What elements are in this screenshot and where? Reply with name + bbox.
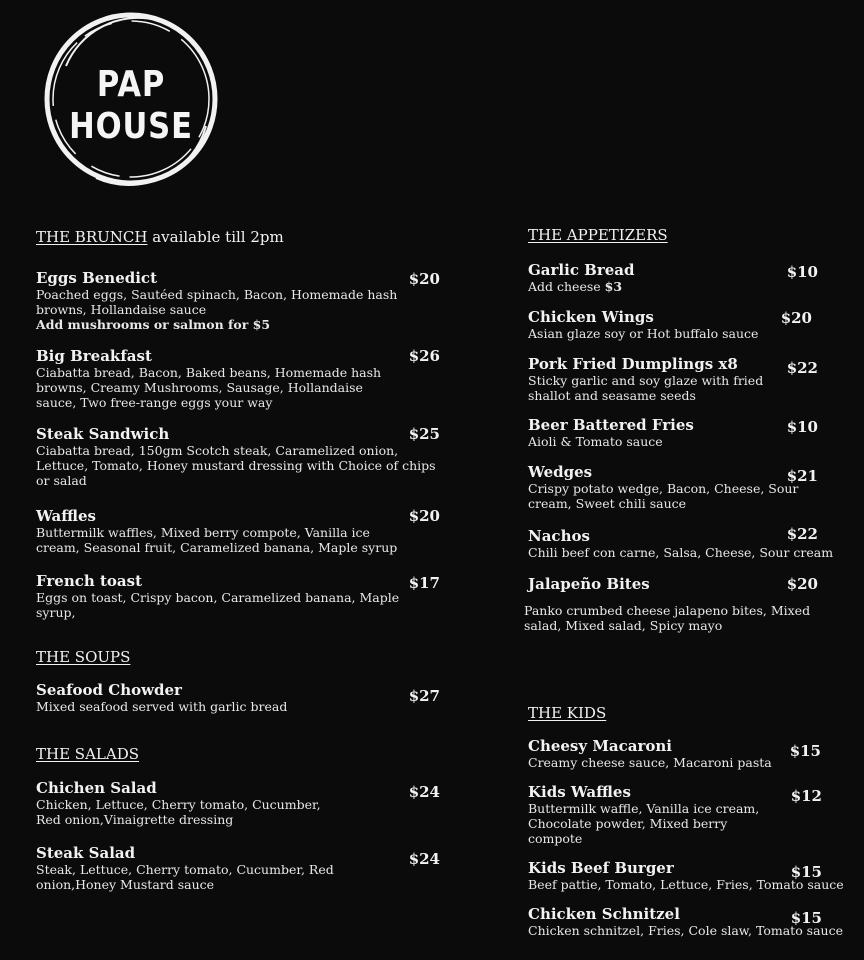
item-price: $12 <box>790 787 822 805</box>
menu-item-chichen-salad <box>36 780 440 827</box>
logo-line-1: PAP <box>96 64 166 105</box>
item-price: $24 <box>408 783 440 801</box>
menu-item-waffles <box>36 508 440 555</box>
menu-item-wedges <box>528 464 818 511</box>
kids-section-title <box>528 704 818 722</box>
item-price: $20 <box>786 575 818 593</box>
menu-item-garlic-bread <box>528 262 818 294</box>
soups-section-title <box>36 648 440 666</box>
item-desc: Chicken, Lettuce, Cherry tomato, Cucumber, Red onion,Vinaigrette dressing <box>36 797 321 827</box>
item-desc: Panko crumbed cheese jalapeno bites, Mixed salad, Mixed salad, Spicy mayo <box>524 603 811 633</box>
salads-title: THE SALADS <box>36 745 140 763</box>
item-desc: Steak, Lettuce, Cherry tomato, Cucumber, Red onion,Honey Mustard sauce <box>36 862 334 892</box>
item-name: Steak Salad <box>36 844 136 862</box>
item-desc: Chili beef con carne, Salsa, Cheese, Sour cream <box>528 545 834 560</box>
menu-item-steak-sandwich <box>36 426 440 488</box>
menu-item-jalapeno-bites <box>524 575 818 633</box>
pap-house-logo <box>36 6 226 192</box>
menu-item-beer-battered-fries <box>528 417 818 449</box>
menu-item-seafood-chowder <box>36 682 440 714</box>
appetizers-section-title <box>528 226 818 244</box>
item-desc: Ciabatta bread, 150gm Scotch steak, Caramelized onion, Lettuce, Tomato, Honey mustard dressing with Choice of chips or salad <box>36 443 436 488</box>
brunch-subtitle: available till 2pm <box>147 228 284 246</box>
item-name: Steak Sandwich <box>36 425 170 443</box>
item-price: $24 <box>408 850 440 868</box>
item-desc: Eggs on toast, Crispy bacon, Caramelized banana, Maple syrup, <box>36 590 400 620</box>
item-name: Chicken Wings <box>528 308 654 326</box>
item-name: Kids Beef Burger <box>528 859 674 877</box>
item-desc: Ciabatta bread, Bacon, Baked beans, Homemade hash browns, Creamy Mushrooms, Sausage, Hollandaise sauce, Two free-range eggs your way <box>36 365 382 410</box>
item-name: Garlic Bread <box>528 261 635 279</box>
item-price: $20 <box>408 270 440 288</box>
menu-item-eggs-benedict <box>36 270 440 332</box>
item-price: $22 <box>786 359 818 377</box>
item-desc: Add cheese $3 <box>528 279 623 294</box>
item-desc: Beef pattie, Tomato, Lettuce, Fries, Tomato sauce <box>528 877 844 892</box>
menu-item-french-toast <box>36 573 440 620</box>
item-price: $15 <box>789 742 821 760</box>
brunch-title: THE BRUNCH <box>36 228 148 246</box>
item-price: $15 <box>790 863 822 881</box>
item-price: $22 <box>786 525 818 543</box>
item-name: Nachos <box>528 527 590 545</box>
item-desc: Chicken schnitzel, Fries, Cole slaw, Tomato sauce <box>528 923 844 938</box>
item-note: Add mushrooms or salmon for $5 <box>36 317 271 332</box>
menu-item-big-breakfast <box>36 348 440 410</box>
item-price: $26 <box>408 347 440 365</box>
item-price: $17 <box>408 574 440 592</box>
item-name: Beer Battered Fries <box>528 416 694 434</box>
item-name: Seafood Chowder <box>36 681 182 699</box>
item-desc: Buttermilk waffles, Mixed berry compote, Vanilla ice cream, Seasonal fruit, Caramelized banana, Maple syrup <box>36 525 398 555</box>
logo-line-2: HOUSE <box>69 106 193 147</box>
item-desc: Crispy potato wedge, Bacon, Cheese, Sour cream, Sweet chili sauce <box>528 481 799 511</box>
item-price: $10 <box>786 418 818 436</box>
item-price: $10 <box>786 263 818 281</box>
right-column <box>524 226 844 938</box>
item-price: $20 <box>408 507 440 525</box>
item-name: Big Breakfast <box>36 347 152 365</box>
item-desc: Asian glaze soy or Hot buffalo sauce <box>528 326 759 341</box>
menu-item-kids-waffles <box>528 783 822 846</box>
menu-item-chicken-wings <box>528 309 818 341</box>
item-name: Waffles <box>36 507 96 525</box>
menu-item-kids-beef-burger <box>528 859 844 892</box>
item-desc: Poached eggs, Sautéed spinach, Bacon, Homemade hash browns, Hollandaise sauce <box>36 287 398 317</box>
item-name: Wedges <box>528 463 593 481</box>
item-name: Chichen Salad <box>36 779 157 797</box>
item-name: Cheesy Macaroni <box>528 737 673 755</box>
item-name: Eggs Benedict <box>36 269 157 287</box>
item-name: Pork Fried Dumplings x8 <box>528 355 738 373</box>
salads-section-title <box>36 745 440 763</box>
item-desc: Creamy cheese sauce, Macaroni pasta <box>528 755 772 770</box>
item-desc: Sticky garlic and soy glaze with fried shallot and seasame seeds <box>528 373 764 403</box>
kids-title: THE KIDS <box>528 704 607 722</box>
menu-item-nachos <box>528 525 834 560</box>
menu-item-steak-salad <box>36 845 440 892</box>
item-desc: Buttermilk waffle, Vanilla ice cream, Chocolate powder, Mixed berry compote <box>528 801 760 846</box>
item-desc: Aioli & Tomato sauce <box>528 434 663 449</box>
soups-title: THE SOUPS <box>36 648 131 666</box>
item-name: Kids Waffles <box>528 783 631 801</box>
item-price: $20 <box>780 309 812 327</box>
menu-item-pork-fried-dumplings <box>528 356 818 403</box>
menu-item-chicken-schnitzel <box>528 905 844 938</box>
item-name: Chicken Schnitzel <box>528 905 680 923</box>
item-price: $21 <box>786 467 818 485</box>
appetizers-title: THE APPETIZERS <box>528 226 668 244</box>
brunch-section-title <box>36 228 440 246</box>
item-name: French toast <box>36 572 143 590</box>
item-price: $25 <box>408 425 440 443</box>
left-column <box>36 228 440 892</box>
item-price: $15 <box>790 909 822 927</box>
item-price: $27 <box>408 687 440 705</box>
item-desc: Mixed seafood served with garlic bread <box>36 699 288 714</box>
item-name: Jalapeño Bites <box>528 575 650 593</box>
menu-item-cheesy-macaroni <box>528 737 821 770</box>
